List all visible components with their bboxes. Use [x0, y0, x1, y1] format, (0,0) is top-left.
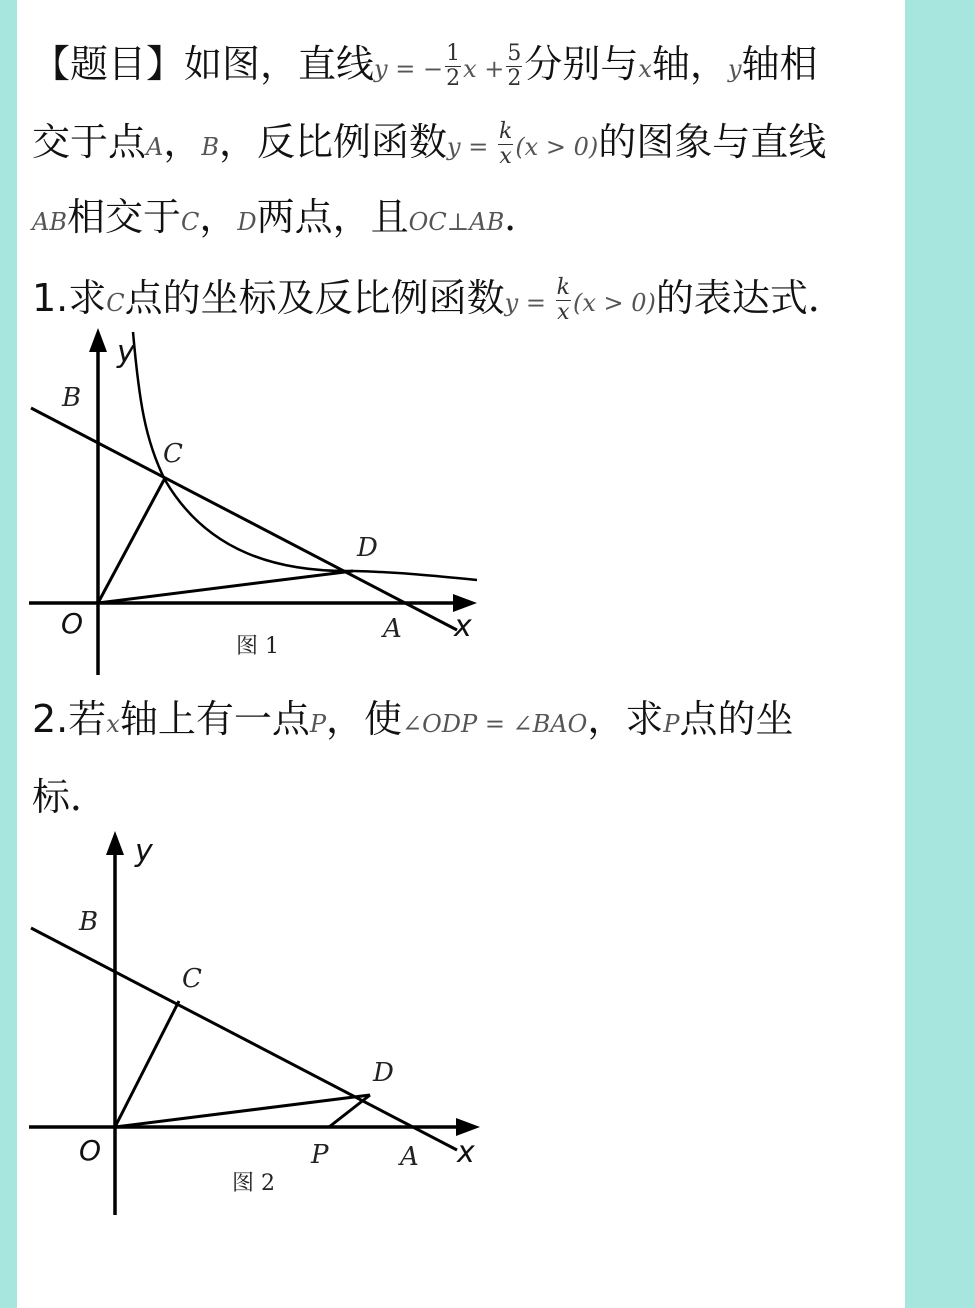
figure-2: [17, 825, 492, 1220]
line-ab: [31, 928, 457, 1150]
point-c-label: C: [163, 439, 183, 469]
problem-text: ．: [504, 195, 543, 239]
math-var: x: [638, 55, 652, 84]
point-a-label: A: [400, 1142, 419, 1172]
figure-caption: 图 1: [236, 634, 279, 659]
question-number: 1.: [32, 276, 69, 321]
y-axis-label: y: [117, 335, 135, 370]
point-b-label: B: [62, 383, 82, 413]
fraction-denominator: x: [499, 144, 512, 170]
question-2: [32, 697, 794, 741]
hyperbola-curve: [133, 332, 477, 580]
figure-caption: 图 2: [232, 1171, 275, 1196]
y-axis-arrow: [106, 831, 124, 855]
problem-text: 交于点: [32, 120, 147, 165]
fraction-denominator: 2: [446, 66, 461, 92]
problem-text: 两点，且: [256, 195, 409, 239]
point-label: B: [201, 133, 220, 162]
segment-oc: [98, 478, 165, 603]
fraction-numerator: 5: [507, 41, 522, 66]
fraction-denominator: x: [557, 300, 570, 326]
math-condition: (x > 0): [572, 289, 656, 318]
point-label: P: [663, 710, 680, 738]
question-text: 若: [68, 697, 107, 741]
fraction-numerator: 1: [446, 41, 461, 66]
problem-text: 分别与: [524, 42, 639, 87]
math-operator: = −: [387, 55, 444, 84]
problem-line-2: [32, 120, 826, 169]
problem-text: 轴，: [651, 42, 728, 87]
point-label: D: [237, 208, 257, 236]
math-operator: =: [460, 133, 496, 162]
y-axis-arrow: [89, 328, 107, 352]
point-b-label: B: [79, 907, 99, 937]
point-d-label: D: [357, 533, 378, 563]
figure-1: [17, 320, 487, 680]
math-operator: =: [518, 289, 554, 318]
fraction: [445, 42, 461, 91]
question-text: 求: [68, 276, 107, 321]
math-var: y: [374, 55, 388, 84]
problem-label: 【题目】: [32, 42, 185, 87]
point-label: C: [106, 289, 125, 318]
y-axis-label: y: [135, 834, 153, 869]
point-label: C: [180, 208, 200, 236]
question-text: 点的坐标及反比例函数: [124, 276, 505, 321]
perpendicular-statement: OC⊥AB: [408, 208, 505, 236]
fraction: [556, 276, 571, 325]
fraction: [506, 42, 522, 91]
line-ab: [31, 408, 457, 630]
math-var: y: [447, 133, 461, 162]
question-number: 2.: [32, 697, 69, 741]
math-condition: (x > 0): [515, 133, 599, 162]
x-axis-arrow: [456, 1118, 480, 1136]
problem-line-1: [32, 42, 818, 91]
question-1: [32, 276, 846, 325]
fraction-denominator: 2: [507, 66, 522, 92]
fraction: [498, 120, 513, 169]
math-term: x +: [463, 55, 505, 84]
point-label: A: [146, 133, 164, 162]
problem-text: ，反比例函数: [219, 120, 448, 165]
math-var: x: [106, 710, 120, 738]
origin-label: O: [61, 607, 84, 640]
segment-label: AB: [32, 208, 67, 236]
question-text: ，使: [326, 697, 403, 741]
origin-label: O: [79, 1134, 102, 1167]
question-text: 的表达式．: [655, 276, 846, 321]
question-text: 轴上有一点: [119, 697, 310, 741]
segment-od: [115, 1095, 370, 1127]
fraction-numerator: k: [498, 119, 513, 144]
problem-text: 的图象与直线: [598, 120, 827, 165]
question-text: ，求: [587, 697, 664, 741]
problem-line-3: [32, 195, 543, 239]
segment-oc: [115, 1001, 179, 1127]
question-text: 点的坐: [679, 697, 794, 741]
problem-text: 轴相: [741, 42, 818, 87]
point-d-label: D: [373, 1058, 394, 1088]
point-label: P: [309, 710, 326, 738]
problem-text: 如图，直线: [184, 42, 375, 87]
angle-equation: ∠ODP = ∠BAO: [402, 710, 588, 738]
x-axis-label: x: [457, 1135, 475, 1170]
x-axis-label: x: [454, 609, 472, 644]
problem-text: ，: [199, 195, 238, 239]
math-var: y: [504, 289, 519, 318]
question-2-continued: [32, 775, 109, 819]
math-var: y: [727, 55, 742, 84]
problem-text: ，: [163, 120, 202, 165]
question-text: 标．: [32, 775, 109, 819]
point-a-label: A: [383, 614, 402, 644]
problem-text: 相交于: [66, 195, 181, 239]
fraction-numerator: k: [556, 275, 570, 300]
point-p-label: P: [311, 1140, 329, 1170]
problem-page: [17, 0, 905, 1308]
segment-od: [98, 571, 353, 603]
point-c-label: C: [182, 964, 202, 994]
